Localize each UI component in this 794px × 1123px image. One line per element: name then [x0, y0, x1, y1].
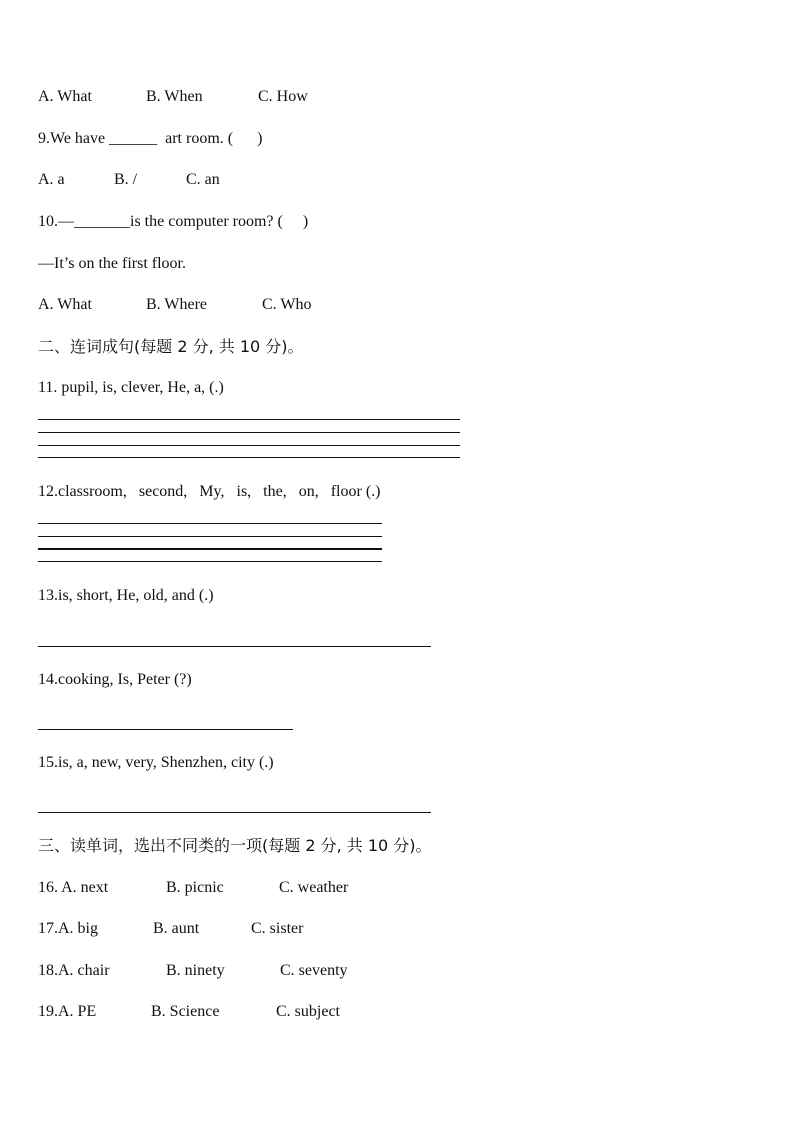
q12-answer-rule	[38, 536, 382, 537]
q12-prompt: 12.classroom, second, My, is, the, on, floor (.)	[38, 483, 381, 500]
q11-answer-rule	[38, 457, 460, 458]
q9-option-c: C. an	[186, 171, 220, 188]
q16-option-c: C. weather	[279, 879, 349, 896]
q15-prompt: 15.is, a, new, very, Shenzhen, city (.)	[38, 754, 274, 771]
q8-option-a: A. What	[38, 88, 92, 105]
q16-option-a: 16. A. next	[38, 879, 109, 896]
q11-answer-rule	[38, 445, 460, 446]
q17-option-c: C. sister	[251, 920, 304, 937]
section2-title: 二、连词成句(每题 2 分, 共 10 分)。	[38, 337, 304, 356]
q8-option-c: C. How	[258, 88, 308, 105]
q14-answer-rule	[38, 729, 293, 730]
q19-option-c: C. subject	[276, 1003, 340, 1020]
q16-option-b: B. picnic	[166, 879, 224, 896]
section3-title: 三、读单词，选出不同类的一项(每题 2 分, 共 10 分)。	[38, 836, 432, 855]
q8-option-b: B. When	[146, 88, 203, 105]
q19-option-b: B. Science	[151, 1003, 220, 1020]
q13-prompt: 13.is, short, He, old, and (.)	[38, 587, 214, 604]
q11-answer-rule	[38, 432, 460, 433]
q12-answer-rule	[38, 548, 382, 550]
q19-option-a: 19.A. PE	[38, 1003, 97, 1020]
q18-option-c: C. seventy	[280, 962, 348, 979]
q12-answer-rule	[38, 523, 382, 524]
q10-stem: 10.—_______is the computer room? ( )	[38, 213, 309, 230]
q12-answer-rule	[38, 561, 382, 562]
q11-answer-rule	[38, 419, 460, 420]
q14-prompt: 14.cooking, Is, Peter (?)	[38, 671, 192, 688]
q9-option-a: A. a	[38, 171, 65, 188]
q18-option-b: B. ninety	[166, 962, 225, 979]
q10-option-a: A. What	[38, 296, 92, 313]
q10-answer-line: —It’s on the first floor.	[38, 255, 186, 272]
q11-prompt: 11. pupil, is, clever, He, a, (.)	[38, 379, 224, 396]
q10-option-b: B. Where	[146, 296, 208, 313]
q15-answer-rule	[38, 812, 431, 813]
q13-answer-rule	[38, 646, 431, 647]
q17-option-a: 17.A. big	[38, 920, 98, 937]
q9-stem: 9.We have ______ art room. ( )	[38, 130, 263, 147]
q18-option-a: 18.A. chair	[38, 962, 110, 979]
q17-option-b: B. aunt	[153, 920, 200, 937]
q9-option-b: B. /	[114, 171, 138, 188]
q10-option-c: C. Who	[262, 296, 312, 313]
